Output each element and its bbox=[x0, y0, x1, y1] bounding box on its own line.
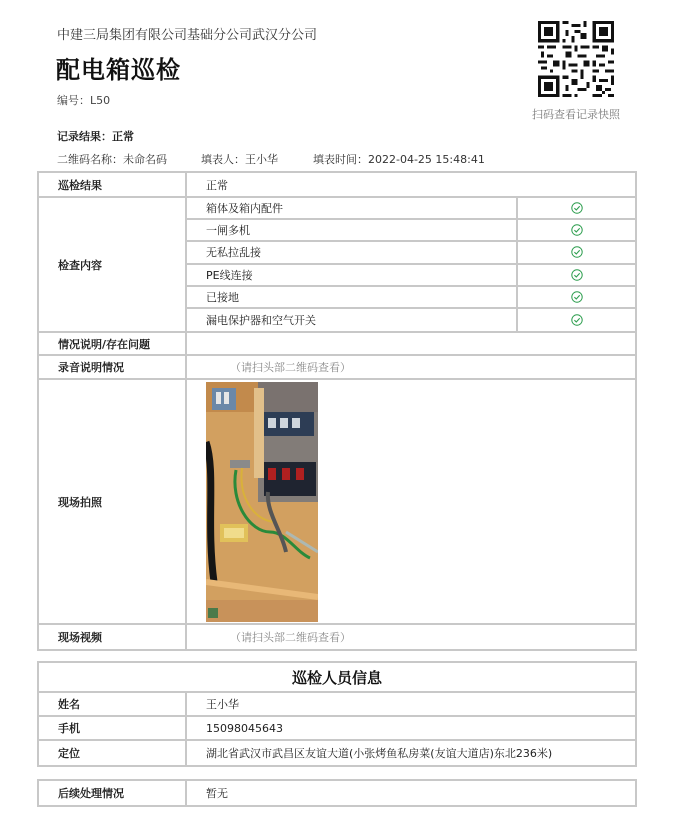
qr-caption: 扫码查看记录快照 bbox=[532, 108, 620, 121]
inspector-location-row bbox=[39, 741, 635, 765]
check-item bbox=[187, 287, 635, 309]
followup-value: 暂无 bbox=[206, 787, 228, 800]
check-item-name: PE线连接 bbox=[187, 265, 518, 285]
inspector-name-label: 姓名 bbox=[39, 693, 187, 715]
record-code bbox=[57, 92, 110, 108]
inspector-phone-label: 手机 bbox=[39, 717, 187, 739]
page-title: 配电箱巡检 bbox=[56, 56, 181, 84]
inspector-phone-row bbox=[39, 717, 635, 741]
check-item bbox=[187, 198, 635, 220]
followup-label: 后续处理情况 bbox=[39, 781, 187, 805]
fill-time-label: 填表时间： bbox=[313, 153, 368, 166]
inspector-name-value: 王小华 bbox=[206, 698, 239, 711]
followup-table bbox=[37, 779, 637, 807]
electrical-box-photo-icon bbox=[206, 382, 318, 622]
filler-label: 填表人： bbox=[201, 153, 245, 166]
record-result bbox=[57, 128, 134, 144]
check-item bbox=[187, 242, 635, 264]
record-result-label: 记录结果： bbox=[57, 130, 112, 143]
filler-value: 王小华 bbox=[245, 153, 278, 166]
record-result-value: 正常 bbox=[112, 130, 134, 143]
record-code-value: L50 bbox=[90, 94, 111, 107]
fill-time bbox=[313, 151, 485, 167]
check-item bbox=[187, 309, 635, 331]
record-code-label: 编号： bbox=[57, 94, 90, 107]
followup-row bbox=[39, 781, 635, 805]
check-items bbox=[187, 198, 635, 331]
check-item-name: 无私拉乱接 bbox=[187, 242, 518, 262]
company-name: 中建三局集团有限公司基础分公司武汉分公司 bbox=[57, 28, 318, 43]
inspection-result-row bbox=[39, 173, 635, 198]
inspector-name-row bbox=[39, 693, 635, 717]
inspector-phone-value: 15098045643 bbox=[206, 721, 283, 735]
check-icon bbox=[571, 269, 583, 281]
video-row bbox=[39, 625, 635, 649]
video-label: 现场视频 bbox=[39, 625, 187, 649]
situation-label: 情况说明/存在问题 bbox=[39, 333, 187, 354]
video-hint: （请扫头部二维码查看） bbox=[230, 631, 351, 644]
inspector-location-label: 定位 bbox=[39, 741, 187, 765]
check-icon bbox=[571, 291, 583, 303]
check-content-label: 检查内容 bbox=[39, 198, 187, 331]
inspection-table bbox=[37, 171, 637, 651]
check-icon bbox=[571, 314, 583, 326]
check-item-name: 漏电保护器和空气开关 bbox=[187, 309, 518, 331]
site-photo[interactable] bbox=[206, 382, 318, 622]
check-item bbox=[187, 220, 635, 242]
check-item-name: 已接地 bbox=[187, 287, 518, 307]
situation-value bbox=[187, 333, 635, 354]
situation-row bbox=[39, 333, 635, 356]
inspector-location-value: 湖北省武汉市武昌区友谊大道(小张烤鱼私房菜(友谊大道店)东北236米) bbox=[206, 747, 553, 760]
audio-label: 录音说明情况 bbox=[39, 356, 187, 378]
check-item-name: 一闸多机 bbox=[187, 220, 518, 240]
inspector-table bbox=[37, 661, 637, 767]
check-icon bbox=[571, 224, 583, 236]
inspection-result-label: 巡检结果 bbox=[39, 173, 187, 196]
inspector-section-title: 巡检人员信息 bbox=[39, 663, 635, 693]
audio-row bbox=[39, 356, 635, 380]
check-content-row bbox=[39, 198, 635, 333]
photo-label: 现场拍照 bbox=[39, 380, 187, 623]
qr-name-label: 二维码名称： bbox=[57, 153, 123, 166]
inspection-result-value: 正常 bbox=[206, 178, 228, 192]
check-icon bbox=[571, 246, 583, 258]
qr-code-icon[interactable] bbox=[538, 21, 614, 97]
qr-name-value: 未命名码 bbox=[123, 153, 167, 166]
check-icon bbox=[571, 202, 583, 214]
audio-hint: （请扫头部二维码查看） bbox=[230, 361, 351, 374]
fill-time-value: 2022-04-25 15:48:41 bbox=[368, 153, 485, 166]
check-item-name: 箱体及箱内配件 bbox=[187, 198, 518, 218]
check-item bbox=[187, 265, 635, 287]
photo-row bbox=[39, 380, 635, 625]
filler bbox=[201, 151, 278, 167]
qr-name bbox=[57, 151, 167, 167]
